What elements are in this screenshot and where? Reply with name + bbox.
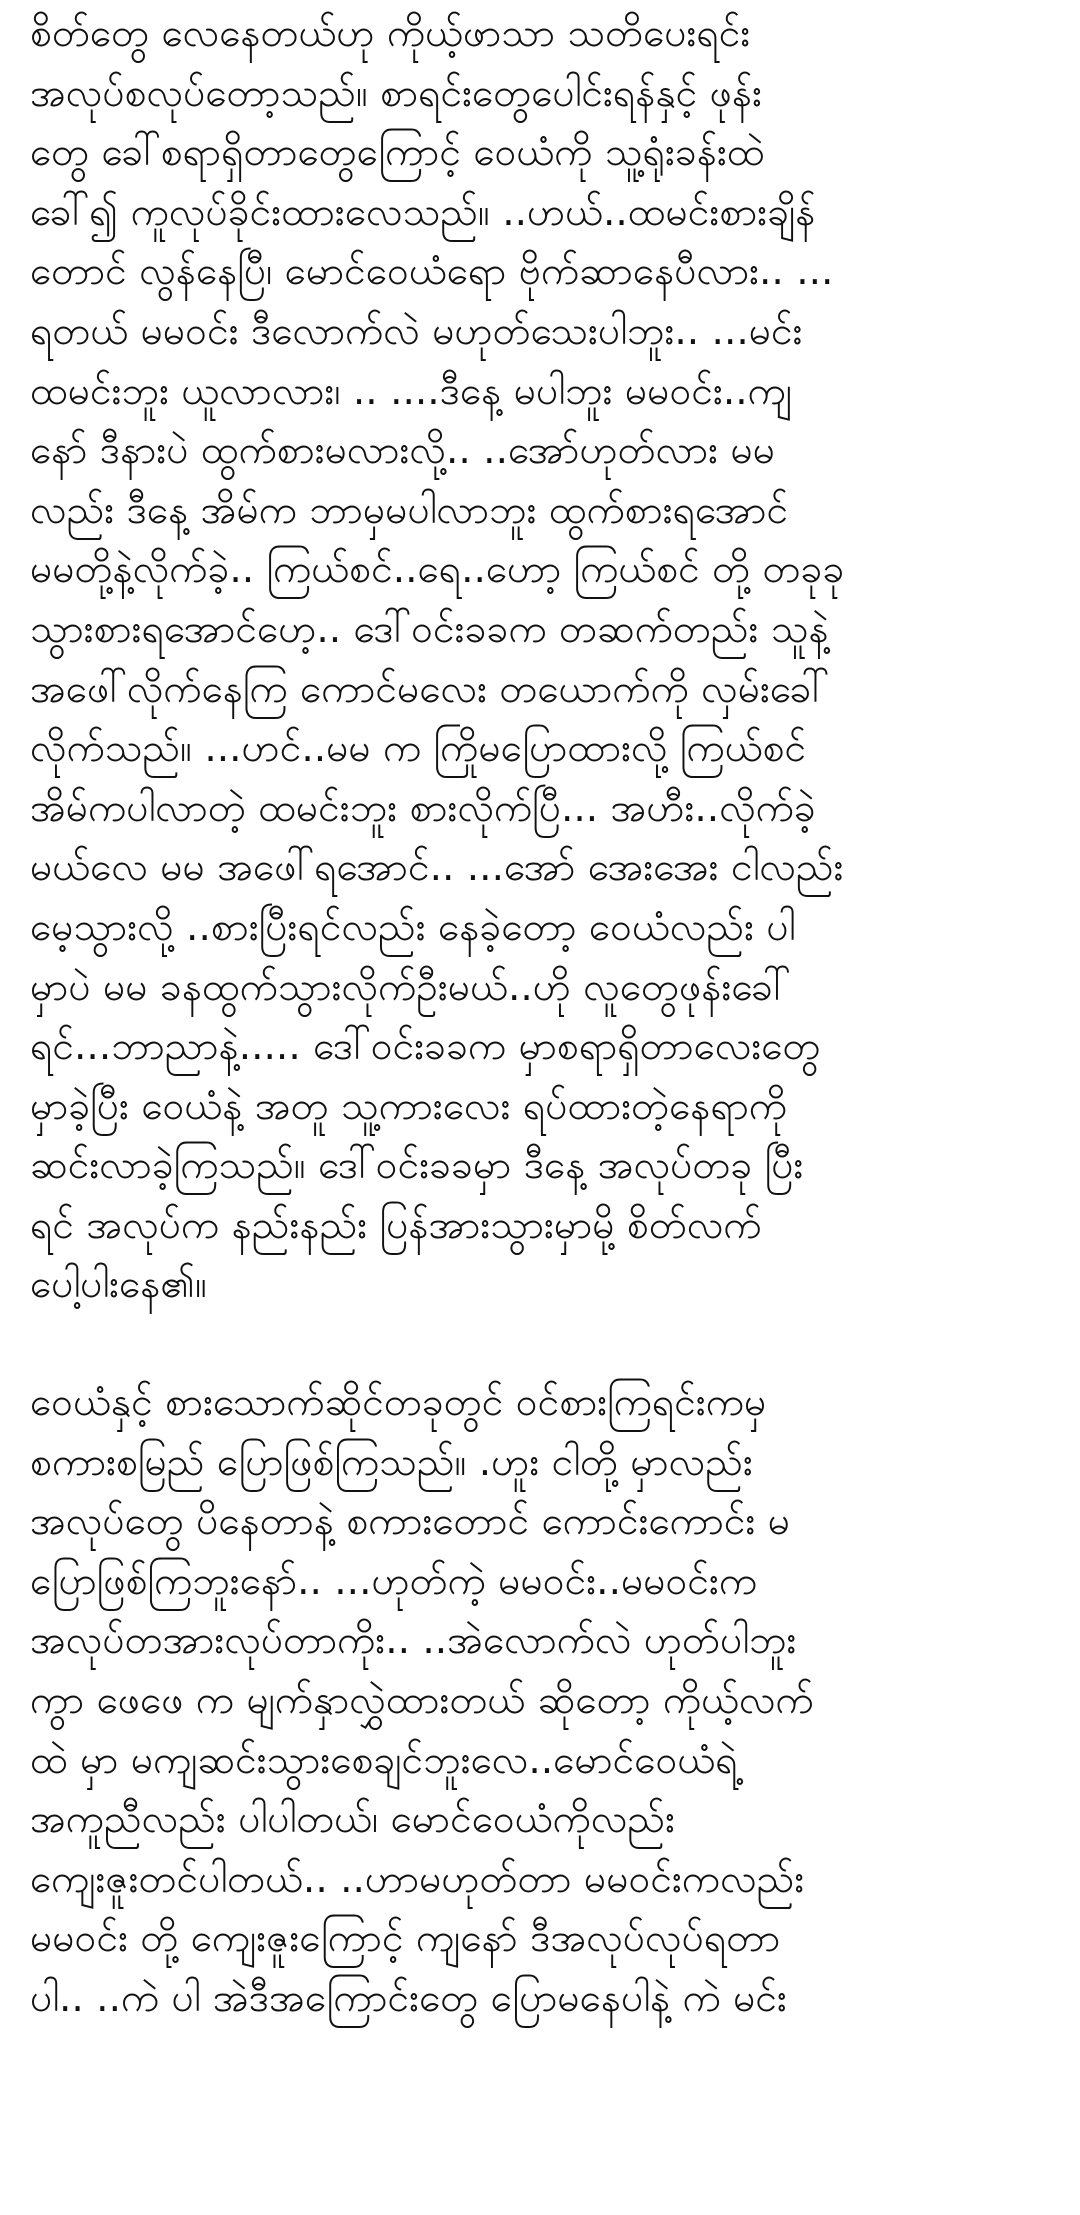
text-line: အလုပ်တွေ ပိနေတာနဲ့ စကားတောင် ကောင်းကောင်း မ [30, 1499, 791, 1545]
text-line: ရင်...ဘာညာနဲ့..... ဒေါ်ဝင်းခခက မှာစရာရှိတာလေးတွေ [30, 1024, 821, 1070]
story-paragraph [30, 1373, 1050, 2029]
text-line: အလုပ်စလုပ်တော့သည်။ စာရင်းတွေပေါင်းရန်နှင့် ဖုန်း [30, 70, 763, 116]
text-line: မေ့သွားလို့ ..စားပြီးရင်လည်း နေခဲ့တော့ ဝေယံလည်း ပါ [30, 904, 796, 950]
paragraph-spacer [30, 1315, 1050, 1373]
text-line: ကွာ ဖေဖေ က မျက်နှာလွှဲထားတယ် ဆိုတော့ ကိုယ့်လက် [30, 1678, 814, 1724]
text-line: တွေ ခေါ်စရာရှိတာတွေကြောင့် ဝေယံကို သူ့ရုံးခန်းထဲ [30, 130, 765, 176]
text-line: အကူညီလည်း ပါပါတယ်၊ မောင်ဝေယံကိုလည်း [30, 1797, 675, 1843]
story-paragraph [30, 4, 1050, 1315]
text-line: စိတ်တွေ လေနေတယ်ဟု ကိုယ့်ဖာသာ သတိပေးရင်း [30, 11, 751, 56]
text-line: သွားစားရအောင်ဟေ့.. ဒေါ်ဝင်းခခက တဆက်တည်း သူနဲ့ [30, 606, 829, 652]
text-line: အဖေါ်လိုက်နေကြ ကောင်မလေး တယောက်ကို လှမ်းခေါ် [30, 666, 830, 712]
text-line: လည်း ဒီနေ့ အိမ်က ဘာမှမပါလာဘူး ထွက်စားရအောင် [30, 487, 789, 533]
text-line: တောင် လွန်နေပြီ၊ မောင်ဝေယံရော ဗိုက်ဆာနေပီလား.. ... [30, 249, 834, 295]
text-line: စကားစမြည် ပြောဖြစ်ကြသည်။ .ဟူး ငါတို့ မှာလည်း [30, 1439, 753, 1485]
text-line: ခေါ်၍ ကူလုပ်ခိုင်းထားလေသည်။ ..ဟယ်..ထမင်းစားချိန် [30, 189, 816, 235]
text-line: ပြောဖြစ်ကြဘူးနော်.. ...ဟုတ်ကဲ့ မမဝင်း..မမဝင်းက [30, 1558, 758, 1604]
text-line: ထဲ မှာ မကျဆင်းသွားစေချင်ဘူးလေ..မောင်ဝေယံရဲ့ [30, 1737, 738, 1783]
text-line: မမဝင်း တို့ ကျေးဇူးကြောင့် ကျနော် ဒီအလုပ်လုပ်ရတာ [30, 1916, 781, 1962]
text-line: ရတယ် မမဝင်း ဒီလောက်လဲ မဟုတ်သေးပါဘူး.. ...မင်း [30, 308, 803, 354]
text-line: မယ်လေ မမ အဖေါ်ရအောင်.. ...အော် အေးအေး ငါလည်း [30, 845, 844, 891]
text-line: ဆင်းလာခဲ့ကြသည်။ ဒေါ်ဝင်းခခမှာ ဒီနေ့ အလုပ်တခု ပြီး [30, 1143, 804, 1189]
text-line: ရင် အလုပ်က နည်းနည်း ပြန်အားသွားမှာမို့ စိတ်လက် [30, 1202, 762, 1248]
text-line: နော် ဒီနားပဲ ထွက်စားမလားလို့.. ..အော်ဟုတ်လား မမ [30, 428, 776, 474]
text-line: အိမ်ကပါလာတဲ့ ထမင်းဘူး စားလိုက်ပြီ... အဟီး..လိုက်ခဲ့ [30, 785, 816, 831]
text-line: ထမင်းဘူး ယူလာလား၊ .. ....ဒီနေ့ မပါဘူး မမဝင်း..ကျ [30, 368, 793, 414]
text-line: ကျေးဇူးတင်ပါတယ်.. ..ဟာမဟုတ်တာ မမဝင်းကလည်း [30, 1856, 805, 1902]
text-line: ပါ.. ..ကဲ ပါ အဲဒီအကြောင်းတွေ ပြောမနေပါနဲ့ ကဲ မင်း [30, 1976, 787, 2021]
text-line: ဝေယံနှင့် စားသောက်ဆိုင်တခုတွင် ဝင်စားကြရင်းကမှ [30, 1380, 767, 1426]
text-line: မမတို့နဲ့လိုက်ခဲ့.. ကြယ်စင်..ရေ..ဟော့ ကြယ်စင် တို့ တခုခု [30, 547, 845, 593]
text-line: မှာပဲ မမ ခနထွက်သွားလိုက်ဦးမယ်..ဟို လူတွေဖုန်းခေါ် [30, 964, 791, 1010]
text-line: မှာခဲ့ပြီး ဝေယံနဲ့ အတူ သူ့ကားလေး ရပ်ထားတဲ့နေရာကို [30, 1083, 788, 1129]
text-line: လိုက်သည်။ ...ဟင်..မမ က ကြိုမပြောထားလို့ ကြယ်စင် [30, 726, 807, 772]
text-line: အလုပ်တအားလုပ်တာကိုး.. ..အဲလောက်လဲ ဟုတ်ပါဘူး [30, 1618, 797, 1664]
text-line: ပေါ့ပါးနေ၏။ [30, 1262, 207, 1308]
